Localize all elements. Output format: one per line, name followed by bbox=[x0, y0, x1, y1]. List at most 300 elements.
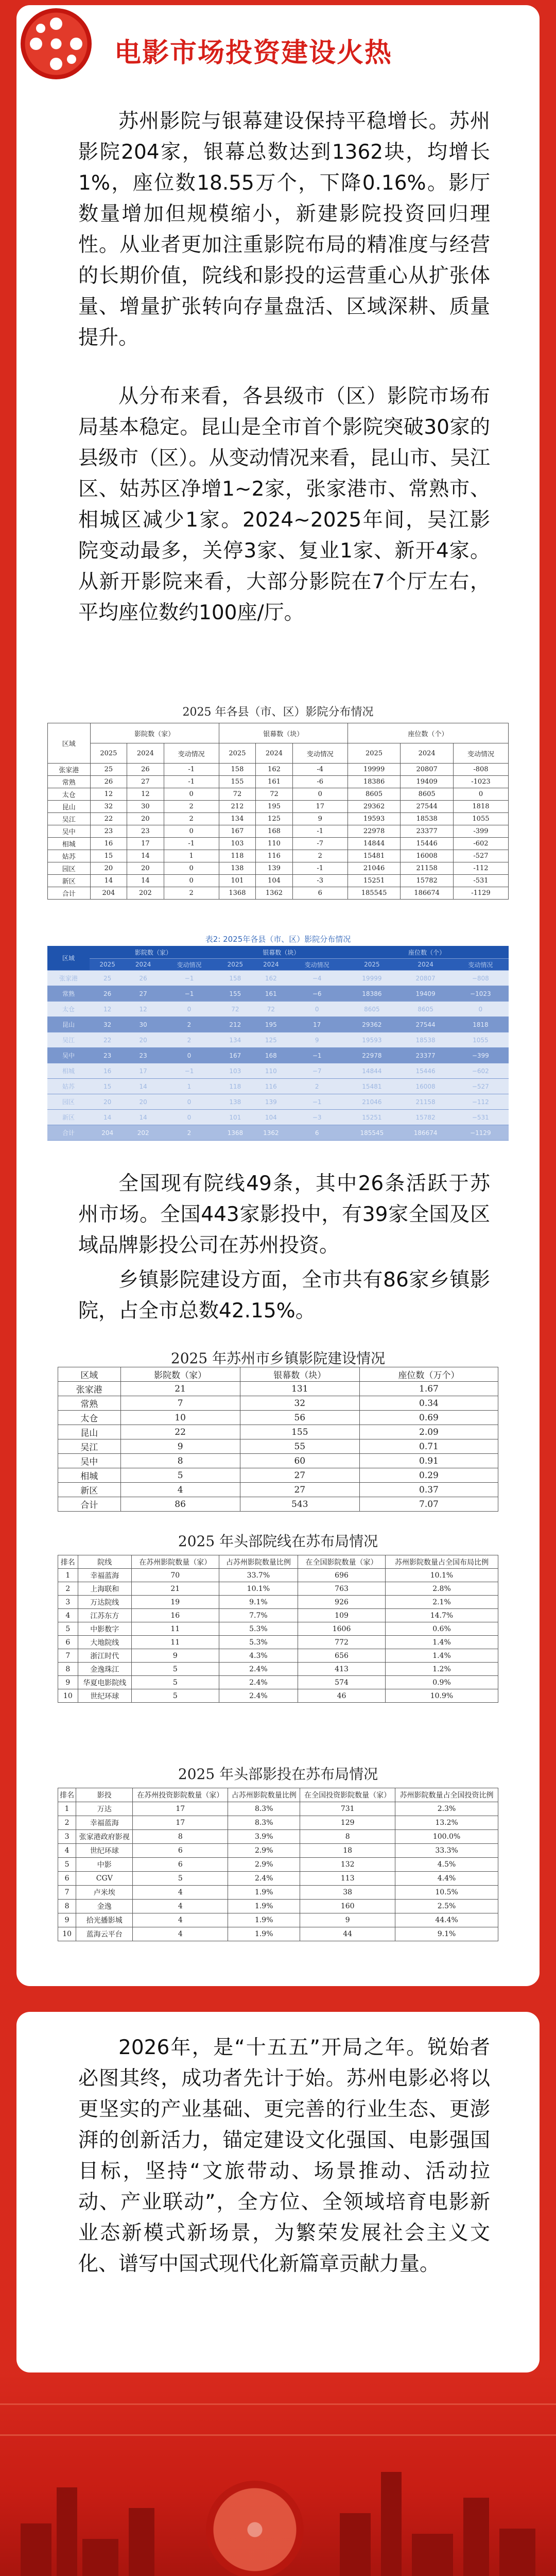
table-header: 2025 bbox=[219, 743, 256, 764]
table-cell: −112 bbox=[453, 1094, 509, 1110]
table-cell: 5 bbox=[58, 1622, 78, 1636]
table-cell: 浙江时代 bbox=[78, 1649, 131, 1663]
table-cell: 16 bbox=[131, 1609, 219, 1622]
table-cell: −3 bbox=[289, 1110, 345, 1125]
table-cell: 168 bbox=[256, 825, 293, 838]
table-cell: 23 bbox=[90, 1048, 125, 1063]
table-cell: 万达 bbox=[76, 1802, 133, 1816]
table-cell: 昆山 bbox=[48, 801, 91, 813]
closing-card bbox=[16, 2012, 540, 2372]
blue-table-caption: 表2: 2025年各县（市、区）影院分布情况 bbox=[205, 935, 351, 944]
table-cell: 0 bbox=[164, 862, 219, 875]
table-cell: 22 bbox=[90, 1032, 125, 1048]
table-cell: 昆山 bbox=[47, 1017, 90, 1032]
table-header: 座位数（个） bbox=[345, 946, 509, 959]
table-cell: 27 bbox=[125, 986, 161, 1002]
table-cell: 19409 bbox=[401, 776, 454, 788]
table-cell: 10 bbox=[58, 1689, 78, 1703]
table-cell: 29362 bbox=[348, 801, 401, 813]
table-cell: 10.1% bbox=[219, 1582, 298, 1596]
table-cell: 17 bbox=[133, 1816, 228, 1830]
table-cell: 110 bbox=[253, 1063, 289, 1079]
table-row bbox=[58, 1816, 498, 1830]
table-cell: 相城 bbox=[47, 1063, 90, 1079]
table-header: 苏州影院数量占全国投资比例 bbox=[395, 1788, 498, 1802]
table-cell: 15251 bbox=[348, 875, 401, 887]
table-row bbox=[58, 1649, 498, 1663]
table-cell: 101 bbox=[219, 875, 256, 887]
table-cell: 2 bbox=[164, 813, 219, 825]
section-header bbox=[16, 5, 540, 82]
table-cell: 101 bbox=[217, 1110, 253, 1125]
table-cell: -602 bbox=[453, 838, 508, 850]
table-cell: 张家港政府影视 bbox=[76, 1830, 133, 1844]
table-cell: -1 bbox=[292, 862, 348, 875]
mid-paragraph-1: 全国现有院线49条，其中26条活跃于苏州市场。全国443家影投中，有39家全国及区域品牌影投公司在苏州投资。 bbox=[78, 1172, 490, 1257]
table-cell: 2 bbox=[161, 1032, 217, 1048]
film-reel-icon bbox=[21, 8, 92, 79]
table-cell: 4 bbox=[58, 1844, 76, 1858]
table-row bbox=[47, 1002, 509, 1017]
table-row bbox=[58, 1596, 498, 1609]
table-cell: 139 bbox=[253, 1094, 289, 1110]
table-cell: 60 bbox=[240, 1454, 359, 1468]
table-cell: 0.91 bbox=[359, 1454, 498, 1468]
decor-building bbox=[82, 2539, 118, 2576]
table-cell: 103 bbox=[219, 838, 256, 850]
table-cell: 27 bbox=[127, 776, 164, 788]
table-header: 在苏州影院数量（家） bbox=[131, 1555, 219, 1569]
table-cell: 0.34 bbox=[359, 1396, 498, 1411]
main-card bbox=[16, 5, 540, 1986]
table-cell: −1129 bbox=[453, 1125, 509, 1141]
table-cell: 731 bbox=[300, 1802, 395, 1816]
mid-paragraph-2: 乡镇影院建设方面，全市共有86家乡镇影院，占全市总数42.15%。 bbox=[78, 1268, 490, 1323]
table-cell: 4.3% bbox=[219, 1649, 298, 1663]
table-cell: -1 bbox=[164, 776, 219, 788]
table-cell: −1 bbox=[289, 1048, 345, 1063]
table-cell: 8 bbox=[120, 1454, 240, 1468]
table-cell: 7.07 bbox=[359, 1497, 498, 1512]
table-cell: 11 bbox=[131, 1622, 219, 1636]
table-cell: 15782 bbox=[399, 1110, 453, 1125]
table-cell: 世纪环球 bbox=[76, 1844, 133, 1858]
table-cell: 8 bbox=[58, 1900, 76, 1913]
table-cell: 19593 bbox=[345, 1032, 398, 1048]
table-cell: 2.5% bbox=[395, 1900, 498, 1913]
table-cell: -112 bbox=[453, 862, 508, 875]
table-cell: 14844 bbox=[348, 838, 401, 850]
decor-building bbox=[499, 2529, 535, 2576]
table-header: 变动情况 bbox=[289, 959, 345, 971]
table1-title: 2025 年各县（市、区）影院分布情况 bbox=[182, 706, 374, 719]
table-cell: 155 bbox=[219, 776, 256, 788]
table-cell: 1.4% bbox=[385, 1636, 498, 1649]
table-header: 2025 bbox=[348, 743, 401, 764]
table-cell: 1.2% bbox=[385, 1663, 498, 1676]
table-cell: 0.71 bbox=[359, 1439, 498, 1454]
table-cell: 2.09 bbox=[359, 1425, 498, 1439]
intro-paragraph-2: 从分布来看，各县级市（区）影院市场布局基本稳定。昆山是全市首个影院突破30家的县级市（区）。从变动情况来看，昆山市、吴江区、姑苏区净增1~2家，张家港市、常熟市、相城区减少1家。2024~2025年间，吴江影院变动最多，关停3家、复业1家、新开4家。从新开影院来看，大部分影院在7个厅左右，平均座位数约100座/厅。 bbox=[78, 385, 490, 624]
table-cell: 14 bbox=[90, 1110, 125, 1125]
table-cell: 26 bbox=[125, 971, 161, 986]
table-cell: 70 bbox=[131, 1569, 219, 1582]
table-cell: 1 bbox=[161, 1079, 217, 1094]
table-cell: 19999 bbox=[348, 764, 401, 776]
decor-building bbox=[129, 2508, 154, 2576]
table2-title: 2025 年苏州市乡镇影院建设情况 bbox=[170, 1350, 386, 1367]
table-cell: 27544 bbox=[399, 1017, 453, 1032]
table-cell: 15481 bbox=[348, 850, 401, 862]
table-cell: 25 bbox=[90, 971, 125, 986]
table-cell: 4 bbox=[133, 1913, 228, 1927]
table-header: 2025 bbox=[217, 959, 253, 971]
table-cell: 14 bbox=[127, 875, 164, 887]
table-cell: 23377 bbox=[401, 825, 454, 838]
table-cell: -4 bbox=[292, 764, 348, 776]
table-cell: 8.3% bbox=[228, 1802, 300, 1816]
table-cell: 江苏东方 bbox=[78, 1609, 131, 1622]
table-cell: 7 bbox=[120, 1396, 240, 1411]
table-header: 影院数（家） bbox=[120, 1367, 240, 1382]
table-row bbox=[58, 1396, 498, 1411]
table-cell: 134 bbox=[217, 1032, 253, 1048]
table-cell: −399 bbox=[453, 1048, 509, 1063]
table-cell: −4 bbox=[289, 971, 345, 986]
table3-title: 2025 年头部院线在苏布局情况 bbox=[178, 1533, 378, 1550]
table-cell: 2 bbox=[292, 850, 348, 862]
table-cell: 656 bbox=[298, 1649, 386, 1663]
table-cell: -531 bbox=[453, 875, 508, 887]
table-cell: 大地院线 bbox=[78, 1636, 131, 1649]
table-cell: 2.4% bbox=[219, 1676, 298, 1689]
table-cell: 幸福蓝海 bbox=[76, 1816, 133, 1830]
table-cell: 0 bbox=[161, 1094, 217, 1110]
table-cell: 0 bbox=[164, 825, 219, 838]
table-cell: 44.4% bbox=[395, 1913, 498, 1927]
table-cell: 155 bbox=[217, 986, 253, 1002]
table-cell: 1.9% bbox=[228, 1913, 300, 1927]
table-cell: 19593 bbox=[348, 813, 401, 825]
table-cell: 5 bbox=[131, 1676, 219, 1689]
table-cell: 5 bbox=[133, 1872, 228, 1886]
table-row bbox=[47, 1125, 509, 1141]
table-cell: 0 bbox=[453, 1002, 509, 1017]
blue-table-block bbox=[47, 933, 509, 1141]
table-cell: 2 bbox=[58, 1582, 78, 1596]
table-cell: −527 bbox=[453, 1079, 509, 1094]
table-cell: 19999 bbox=[345, 971, 398, 986]
table-cell: 15 bbox=[90, 850, 127, 862]
table-cell: 幸福蓝海 bbox=[78, 1569, 131, 1582]
table-cell: 158 bbox=[217, 971, 253, 986]
table-cell: 20 bbox=[127, 862, 164, 875]
table-cell: 11 bbox=[131, 1636, 219, 1649]
table-cell: 139 bbox=[256, 862, 293, 875]
table-cell: 吴江 bbox=[48, 813, 91, 825]
table-cell: 543 bbox=[240, 1497, 359, 1512]
table-cell: 14 bbox=[90, 875, 127, 887]
table-cell: 8 bbox=[300, 1830, 395, 1844]
table-cell: 574 bbox=[298, 1676, 386, 1689]
table-cell: 12 bbox=[127, 788, 164, 801]
table-cell: 2 bbox=[289, 1079, 345, 1094]
table-row bbox=[47, 971, 509, 986]
table-row bbox=[58, 1927, 498, 1941]
table-header: 银幕数（块） bbox=[219, 723, 348, 743]
table-cell: 21158 bbox=[401, 862, 454, 875]
table-cell: 2 bbox=[164, 887, 219, 900]
table-cell: 72 bbox=[217, 1002, 253, 1017]
table-cell: 1.4% bbox=[385, 1649, 498, 1663]
table-header: 苏州影院数量占全国布局比例 bbox=[385, 1555, 498, 1569]
table-cell: 46 bbox=[298, 1689, 386, 1703]
table-cell: 1 bbox=[58, 1569, 78, 1582]
table-cell: 55 bbox=[240, 1439, 359, 1454]
table-cell: 18538 bbox=[399, 1032, 453, 1048]
table-cell: -808 bbox=[453, 764, 508, 776]
table-row bbox=[58, 1622, 498, 1636]
table-cell: 118 bbox=[217, 1079, 253, 1094]
table-cell: 32 bbox=[240, 1396, 359, 1411]
table-cell: 27 bbox=[240, 1483, 359, 1497]
table-cell: 204 bbox=[90, 887, 127, 900]
table-header: 2024 bbox=[256, 743, 293, 764]
table-cell: 2.4% bbox=[228, 1872, 300, 1886]
table-cell: 中影数字 bbox=[78, 1622, 131, 1636]
investor-table bbox=[58, 1788, 498, 1941]
decor-building bbox=[340, 2513, 371, 2576]
closing-paragraph: 2026年，是“十五五”开局之年。锐始者必图其终，成功者先计于始。苏州电影必将以更坚实的产业基础、更完善的行业生态、更澎湃的创新活力，锚定建设文化强国、电影强国目标，坚持“文旅带动、场景推动、活动拉动、产业联动”，全方位、全领域培育电影新业态新模式新场景，为繁荣发展社会主义文化、谱写中国式现代化新篇章贡献力量。 bbox=[78, 2036, 490, 2276]
table-cell: 姑苏 bbox=[47, 1079, 90, 1094]
table-cell: 19 bbox=[131, 1596, 219, 1609]
table-cell: 23 bbox=[125, 1048, 161, 1063]
table-cell: 2.3% bbox=[395, 1802, 498, 1816]
table-cell: 104 bbox=[253, 1110, 289, 1125]
table-cell: 1818 bbox=[453, 801, 508, 813]
table-cell: 常熟 bbox=[48, 776, 91, 788]
table-cell: 212 bbox=[219, 801, 256, 813]
table-cell: 蓝海云平台 bbox=[76, 1927, 133, 1941]
table-cell: 16008 bbox=[399, 1079, 453, 1094]
table-cell: 19409 bbox=[399, 986, 453, 1002]
table-cell: 0 bbox=[289, 1002, 345, 1017]
table-row bbox=[58, 1582, 498, 1596]
table-cell: 张家港 bbox=[58, 1382, 121, 1396]
table-cell: -1 bbox=[164, 838, 219, 850]
table-cell: 195 bbox=[256, 801, 293, 813]
table-cell: 27544 bbox=[401, 801, 454, 813]
table-cell: 125 bbox=[253, 1032, 289, 1048]
table-header-row bbox=[58, 1788, 498, 1802]
table-header: 占苏州影院数量比例 bbox=[219, 1555, 298, 1569]
table-cell: 15782 bbox=[401, 875, 454, 887]
table-cell: 20 bbox=[90, 862, 127, 875]
table-header: 银幕数（块） bbox=[217, 946, 345, 959]
table-cell: 10.9% bbox=[385, 1689, 498, 1703]
town-cinema-table bbox=[58, 1367, 498, 1512]
table-cell: 5 bbox=[131, 1689, 219, 1703]
table-row bbox=[48, 764, 509, 776]
table-cell: 1362 bbox=[256, 887, 293, 900]
table-cell: 15 bbox=[90, 1079, 125, 1094]
table-cell: 18386 bbox=[345, 986, 398, 1002]
table-cell: -7 bbox=[292, 838, 348, 850]
table-cell: −531 bbox=[453, 1110, 509, 1125]
table-cell: 763 bbox=[298, 1582, 386, 1596]
table-cell: 2.4% bbox=[219, 1663, 298, 1676]
table-cell: 14.7% bbox=[385, 1609, 498, 1622]
table-cell: 1.67 bbox=[359, 1382, 498, 1396]
decor-building bbox=[463, 2498, 489, 2576]
table-header: 座位数（万个） bbox=[359, 1367, 498, 1382]
table-cell: 华夏电影院线 bbox=[78, 1676, 131, 1689]
table-cell: 2.8% bbox=[385, 1582, 498, 1596]
table-cell: -1 bbox=[164, 764, 219, 776]
table-cell: 6 bbox=[58, 1636, 78, 1649]
table-cell: 22 bbox=[120, 1425, 240, 1439]
table-cell: 20 bbox=[125, 1032, 161, 1048]
table-header: 变动情况 bbox=[161, 959, 217, 971]
table-cell: 8 bbox=[58, 1663, 78, 1676]
table-row bbox=[48, 838, 509, 850]
table-cell: 1362 bbox=[253, 1125, 289, 1141]
table-cell: 21 bbox=[120, 1382, 240, 1396]
table-cell: −1 bbox=[289, 1094, 345, 1110]
table-cell: 113 bbox=[300, 1872, 395, 1886]
table-row bbox=[48, 850, 509, 862]
table-cell: 32 bbox=[90, 801, 127, 813]
table-cell: 186674 bbox=[401, 887, 454, 900]
table-cell: 17 bbox=[127, 838, 164, 850]
table-header: 排名 bbox=[58, 1788, 76, 1802]
table-cell: 2 bbox=[58, 1816, 76, 1830]
table-cell: 万达院线 bbox=[78, 1596, 131, 1609]
table-cell: -527 bbox=[453, 850, 508, 862]
table-cell: 32 bbox=[90, 1017, 125, 1032]
table-cell: 6 bbox=[58, 1872, 76, 1886]
table-row bbox=[47, 986, 509, 1002]
table-cell: −1 bbox=[161, 986, 217, 1002]
table-row bbox=[58, 1830, 498, 1844]
table-cell: 8605 bbox=[348, 788, 401, 801]
table-cell: 4.4% bbox=[395, 1872, 498, 1886]
table-cell: 合计 bbox=[48, 887, 91, 900]
table-cell: −1 bbox=[161, 971, 217, 986]
table-cell: -6 bbox=[292, 776, 348, 788]
table-cell: 125 bbox=[256, 813, 293, 825]
table-cell: 太仓 bbox=[58, 1411, 121, 1425]
table-cell: 12 bbox=[90, 1002, 125, 1017]
table-cell: 18386 bbox=[348, 776, 401, 788]
table-cell: 张家港 bbox=[47, 971, 90, 986]
table-cell: 5 bbox=[131, 1663, 219, 1676]
table-cell: 1 bbox=[58, 1802, 76, 1816]
circuit-table bbox=[58, 1555, 498, 1703]
table-row bbox=[58, 1454, 498, 1468]
table-cell: 15446 bbox=[399, 1063, 453, 1079]
table-cell: 212 bbox=[217, 1017, 253, 1032]
table-cell: 6 bbox=[289, 1125, 345, 1141]
table-header: 占苏州影院数量比例 bbox=[228, 1788, 300, 1802]
table-cell: 14844 bbox=[345, 1063, 398, 1079]
table-header: 区域 bbox=[48, 723, 91, 764]
table-cell: 116 bbox=[253, 1079, 289, 1094]
table-row bbox=[58, 1844, 498, 1858]
table-cell: 22 bbox=[90, 813, 127, 825]
table-cell: 卢米埃 bbox=[76, 1886, 133, 1900]
table-cell: 14 bbox=[125, 1079, 161, 1094]
table-cell: 相城 bbox=[48, 838, 91, 850]
table-cell: 2.9% bbox=[228, 1844, 300, 1858]
table-cell: CGV bbox=[76, 1872, 133, 1886]
table-row bbox=[58, 1468, 498, 1483]
table-cell: 17 bbox=[292, 801, 348, 813]
table-cell: 合计 bbox=[47, 1125, 90, 1141]
table-cell: 5.3% bbox=[219, 1622, 298, 1636]
table-cell: 110 bbox=[256, 838, 293, 850]
table-cell: 12 bbox=[125, 1002, 161, 1017]
table-cell: 15446 bbox=[401, 838, 454, 850]
table-cell: 926 bbox=[298, 1596, 386, 1609]
table-row bbox=[47, 1017, 509, 1032]
table-cell: 2.1% bbox=[385, 1596, 498, 1609]
table-cell: 2 bbox=[161, 1125, 217, 1141]
table-cell: 3 bbox=[58, 1830, 76, 1844]
table-cell: 167 bbox=[219, 825, 256, 838]
table-cell: 17 bbox=[125, 1063, 161, 1079]
table-cell: 161 bbox=[253, 986, 289, 1002]
table-cell: 常熟 bbox=[47, 986, 90, 1002]
table-cell: 195 bbox=[253, 1017, 289, 1032]
table-cell: 金逸珠江 bbox=[78, 1663, 131, 1676]
table-row bbox=[48, 875, 509, 887]
table-header: 影投 bbox=[76, 1788, 133, 1802]
table-cell: 6 bbox=[133, 1844, 228, 1858]
table-header: 影院数（家） bbox=[90, 723, 219, 743]
table-cell: 22978 bbox=[345, 1048, 398, 1063]
table-cell: 1055 bbox=[453, 1032, 509, 1048]
table-header-row bbox=[58, 1367, 498, 1382]
table-row bbox=[48, 825, 509, 838]
table-cell: 185545 bbox=[345, 1125, 398, 1141]
table-cell: 昆山 bbox=[58, 1425, 121, 1439]
table-cell: 7 bbox=[58, 1649, 78, 1663]
table-cell: 4.5% bbox=[395, 1858, 498, 1872]
table-cell: 4 bbox=[133, 1900, 228, 1913]
table-header-row bbox=[58, 1555, 498, 1569]
table-row bbox=[58, 1609, 498, 1622]
table-cell: 吴中 bbox=[47, 1048, 90, 1063]
table-cell: 2 bbox=[161, 1017, 217, 1032]
table-cell: 20807 bbox=[401, 764, 454, 776]
table-cell: 2.4% bbox=[219, 1689, 298, 1703]
intro-paragraph-1: 苏州影院与银幕建设保持平稳增长。苏州影院204家，银幕总数达到1362块，均增长1%，座位数18.55万个，下降0.16%。影厅数量增加但规模缩小，新建影院投资回归理性。从业者更加注重影院布局的精准度与经营的长期价值，院线和影投的运营重心从扩张体量、增量扩张转向存量盘活、区域深耕、质量提升。 bbox=[78, 110, 490, 349]
table-cell: −6 bbox=[289, 986, 345, 1002]
table-cell: 9.1% bbox=[395, 1927, 498, 1941]
decor-building bbox=[21, 2523, 51, 2576]
table-row bbox=[58, 1802, 498, 1816]
table-cell: 155 bbox=[240, 1425, 359, 1439]
table-cell: 9 bbox=[289, 1032, 345, 1048]
table-cell: 8 bbox=[133, 1830, 228, 1844]
table-cell: 116 bbox=[256, 850, 293, 862]
table-cell: 161 bbox=[256, 776, 293, 788]
table-cell: −7 bbox=[289, 1063, 345, 1079]
table-cell: 160 bbox=[300, 1900, 395, 1913]
table-cell: 30 bbox=[127, 801, 164, 813]
table-row bbox=[58, 1689, 498, 1703]
